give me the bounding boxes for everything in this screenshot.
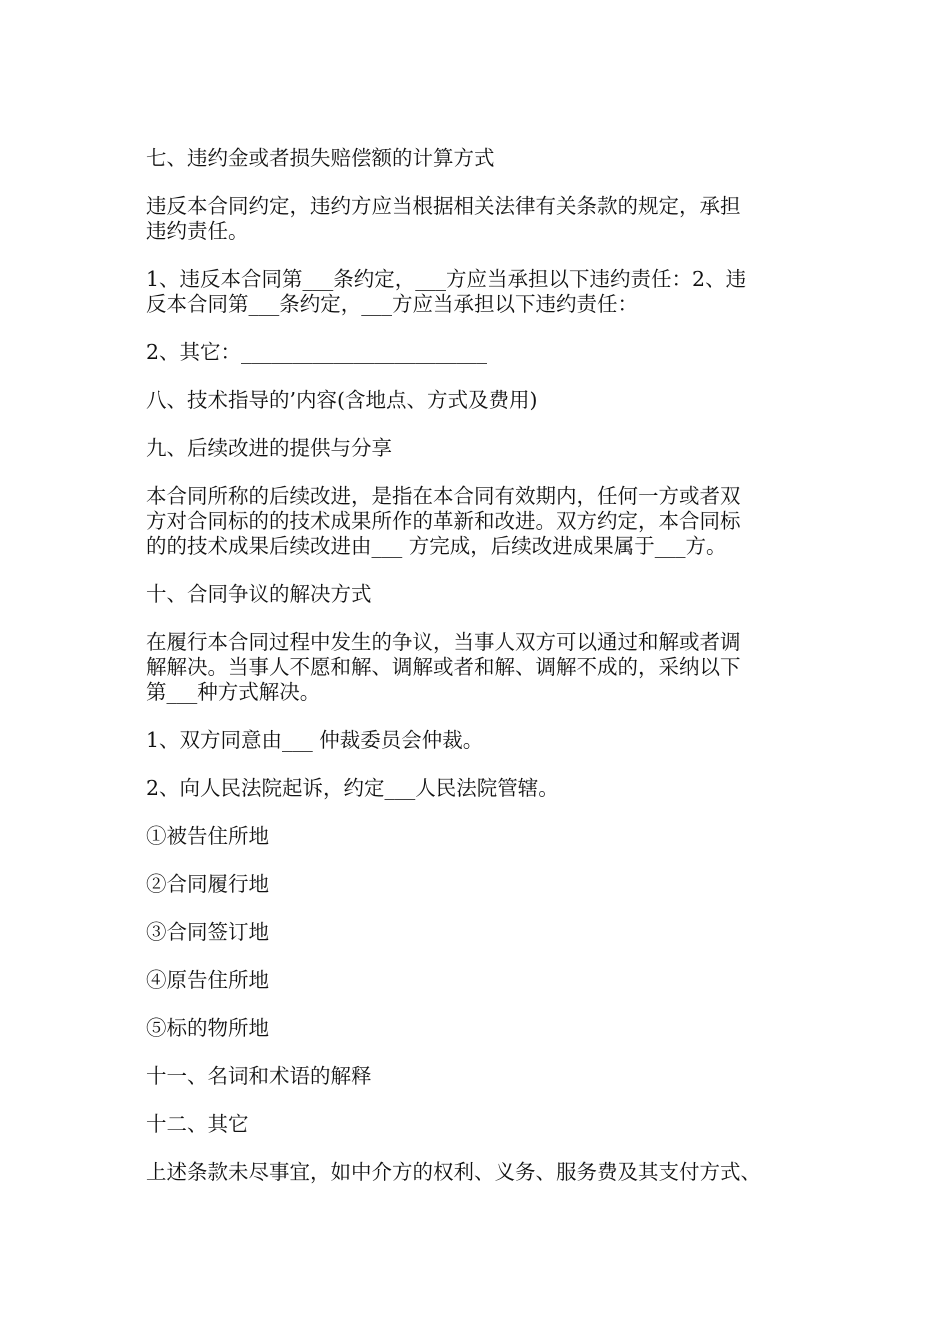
list-item xyxy=(146,872,826,897)
text-line: 九、后续改进的提供与分享 xyxy=(146,436,392,460)
text-line: 十二、其它 xyxy=(146,1112,249,1136)
text-line: 方对合同标的的技术成果所作的革新和改进。双方约定，本合同标 xyxy=(146,509,741,533)
text-line: 解解决。当事人不愿和解、调解或者和解、调解不成的，采纳以下 xyxy=(146,655,741,679)
section-heading-7 xyxy=(146,146,826,171)
text-line: ③合同签订地 xyxy=(146,920,269,944)
list-item xyxy=(146,776,826,801)
text-line: 本合同所称的后续改进，是指在本合同有效期内，任何一方或者双 xyxy=(146,484,741,508)
section-heading-9 xyxy=(146,436,826,461)
list-item xyxy=(146,920,826,945)
text-line: 第___种方式解决。 xyxy=(146,680,321,704)
document-page xyxy=(146,146,826,1208)
section-heading-10 xyxy=(146,582,826,607)
text-line: ①被告住所地 xyxy=(146,824,269,848)
list-item xyxy=(146,824,826,849)
list-item xyxy=(146,1016,826,1041)
list-item xyxy=(146,728,826,753)
text-line: 1、双方同意由___ 仲裁委员会仲裁。 xyxy=(146,728,484,752)
body-paragraph xyxy=(146,267,826,317)
text-line: 在履行本合同过程中发生的争议，当事人双方可以通过和解或者调 xyxy=(146,630,741,654)
text-line: ⑤标的物所地 xyxy=(146,1016,269,1040)
body-paragraph xyxy=(146,630,826,705)
text-line: ②合同履行地 xyxy=(146,872,269,896)
list-item xyxy=(146,968,826,993)
section-heading-8 xyxy=(146,388,826,413)
text-line: 上述条款未尽事宜，如中介方的权利、义务、服务费及其支付方式、 xyxy=(146,1160,761,1184)
text-line: 违约责任。 xyxy=(146,219,249,243)
section-heading-12 xyxy=(146,1112,826,1137)
text-line: 十、合同争议的解决方式 xyxy=(146,582,372,606)
text-line: 的的技术成果后续改进由___ 方完成，后续改进成果属于___方。 xyxy=(146,534,727,558)
text-line: 违反本合同约定，违约方应当根据相关法律有关条款的规定，承担 xyxy=(146,194,741,218)
text-line: 1、违反本合同第___条约定，___方应当承担以下违约责任：2、违 xyxy=(146,267,747,291)
text-line: 2、向人民法院起诉，约定___人民法院管辖。 xyxy=(146,776,559,800)
text-line: 反本合同第___条约定，___方应当承担以下违约责任： xyxy=(146,292,638,316)
text-line: ④原告住所地 xyxy=(146,968,269,992)
text-line: 十一、名词和术语的解释 xyxy=(146,1064,372,1088)
body-paragraph xyxy=(146,340,826,365)
text-line: 七、违约金或者损失赔偿额的计算方式 xyxy=(146,146,495,170)
text-line: 八、技术指导的’内容(含地点、方式及费用) xyxy=(146,388,538,412)
body-paragraph xyxy=(146,1160,826,1185)
text-line: 2、其它：________________________ xyxy=(146,340,488,364)
body-paragraph xyxy=(146,484,826,559)
body-paragraph xyxy=(146,194,826,244)
section-heading-11 xyxy=(146,1064,826,1089)
